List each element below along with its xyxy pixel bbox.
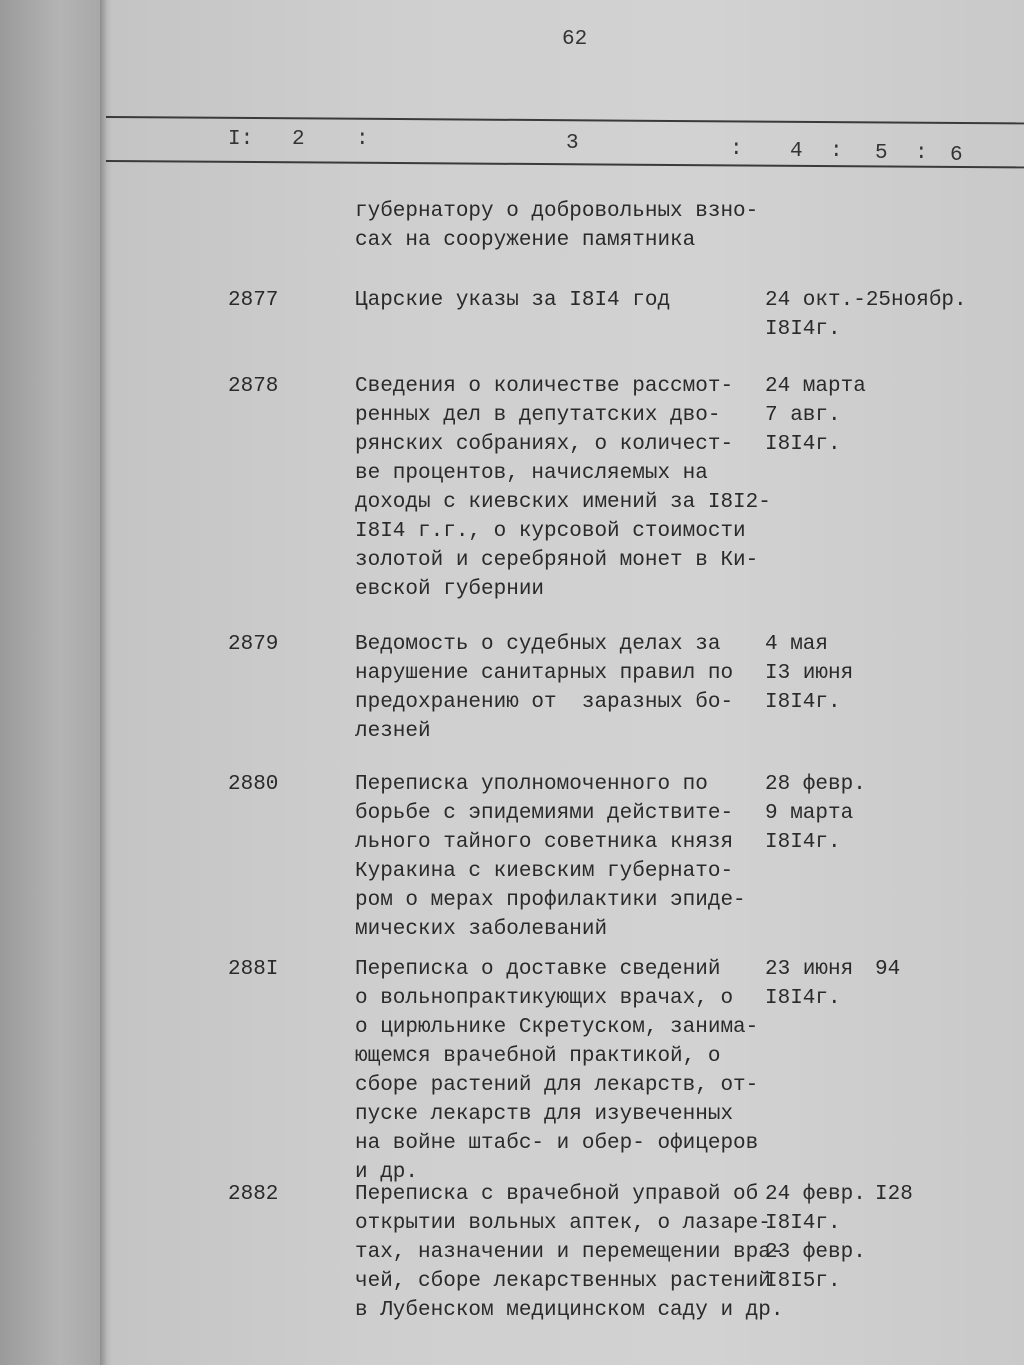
date-line: 24 окт.-25ноябр. (765, 289, 967, 312)
description-line: рянских собраниях, о количест- (355, 433, 734, 456)
description-line: ве процентов, начисляемых на (355, 462, 708, 485)
date-line: I3 июня (765, 662, 854, 685)
entry-sheet-count: I28 (875, 1183, 913, 1206)
description-line: на войне штабс- и обер- офицеров (355, 1132, 759, 1155)
date-line: 23 февр. (765, 1241, 866, 1264)
description-line: о цирюльнике Скретуском, занима- (355, 1016, 759, 1039)
description-line: борьбе с эпидемиями действите- (355, 802, 734, 825)
description-line: Переписка с врачебной управой об (355, 1183, 759, 1206)
description-line: Царские указы за I8I4 год (355, 289, 671, 312)
entry-description (355, 630, 733, 746)
description-line: Ведомость о судебных делах за (355, 633, 721, 656)
col-separator: : (730, 138, 743, 161)
entry-number: 288I (228, 958, 279, 981)
col-header-2: 2 (292, 128, 305, 151)
col-header-6: 6 (950, 144, 963, 167)
entry-description (355, 197, 758, 255)
description-line: Переписка уполномоченного по (355, 773, 708, 796)
entry-description (355, 770, 746, 944)
col-header-3: 3 (566, 132, 579, 155)
date-line: 24 февр. (765, 1183, 866, 1206)
date-line: I8I4г. (765, 318, 841, 341)
date-line: 23 июня (765, 958, 854, 981)
description-line: и др. (355, 1161, 419, 1184)
col-separator: : (830, 140, 843, 163)
entry-description (355, 1180, 783, 1325)
date-line: 9 марта (765, 802, 854, 825)
description-line: евской губернии (355, 578, 545, 601)
date-line: I8I4г. (765, 1212, 841, 1235)
description-line: Сведения о количестве рассмот- (355, 375, 734, 398)
col-header-1: I: (228, 128, 254, 151)
description-line: в Лубенском медицинском саду и др. (355, 1299, 784, 1322)
description-line: лезней (355, 720, 431, 743)
description-line: губернатору о добровольных взно- (355, 200, 759, 223)
col-separator: : (356, 128, 369, 151)
description-line: ром о мерах профилактики эпиде- (355, 889, 746, 912)
description-line: сах на сооружение памятника (355, 229, 696, 252)
entry-dates (765, 1180, 866, 1296)
entry-number: 2880 (228, 773, 279, 796)
entry-dates (765, 770, 866, 857)
date-line: 28 февр. (765, 773, 866, 796)
description-line: золотой и серебряной монет в Ки- (355, 549, 759, 572)
description-line: мических заболеваний (355, 918, 608, 941)
description-line: сборе растений для лекарств, от- (355, 1074, 759, 1097)
description-line: чей, сборе лекарственных растений (355, 1270, 771, 1293)
entry-dates (765, 372, 866, 459)
entry-dates (765, 286, 967, 344)
description-line: ренных дел в депутатских дво- (355, 404, 721, 427)
col-header-4: 4 (790, 140, 803, 163)
entry-description (355, 286, 670, 315)
col-header-5: 5 (875, 142, 888, 165)
description-line: о вольнопрактикующих врачах, о (355, 987, 734, 1010)
description-line: Переписка о доставке сведений (355, 958, 721, 981)
col-separator: : (915, 142, 928, 165)
description-line: нарушение санитарных правил по (355, 662, 734, 685)
page-binding (100, 0, 108, 1365)
description-line: Куракина с киевским губернато- (355, 860, 734, 883)
entry-number: 2879 (228, 633, 279, 656)
description-line: пуске лекарств для изувеченных (355, 1103, 734, 1126)
description-line: I8I4 г.г., о курсовой стоимости (355, 520, 746, 543)
description-line: ющемся врачебной практикой, о (355, 1045, 721, 1068)
date-line: 24 марта (765, 375, 866, 398)
entry-dates (765, 955, 853, 1013)
description-line: тах, назначении и перемещении вра- (355, 1241, 784, 1264)
description-line: открытии вольных аптек, о лазаре- (355, 1212, 771, 1235)
date-line: I8I5г. (765, 1270, 841, 1293)
description-line: предохранению от заразных бо- (355, 691, 734, 714)
date-line: I8I4г. (765, 433, 841, 456)
entry-dates (765, 630, 853, 717)
date-line: I8I4г. (765, 691, 841, 714)
date-line: 7 авг. (765, 404, 841, 427)
description-line: доходы с киевских имений за I8I2- (355, 491, 771, 514)
entry-number: 2877 (228, 289, 279, 312)
date-line: 4 мая (765, 633, 829, 656)
entry-description (355, 372, 771, 604)
description-line: льного тайного советника князя (355, 831, 734, 854)
entry-number: 2882 (228, 1183, 279, 1206)
entry-number: 2878 (228, 375, 279, 398)
date-line: I8I4г. (765, 831, 841, 854)
date-line: I8I4г. (765, 987, 841, 1010)
page-number: 62 (562, 28, 588, 51)
header-top-rule (106, 116, 1024, 124)
entry-sheet-count: 94 (875, 958, 901, 981)
entry-description (355, 955, 758, 1187)
